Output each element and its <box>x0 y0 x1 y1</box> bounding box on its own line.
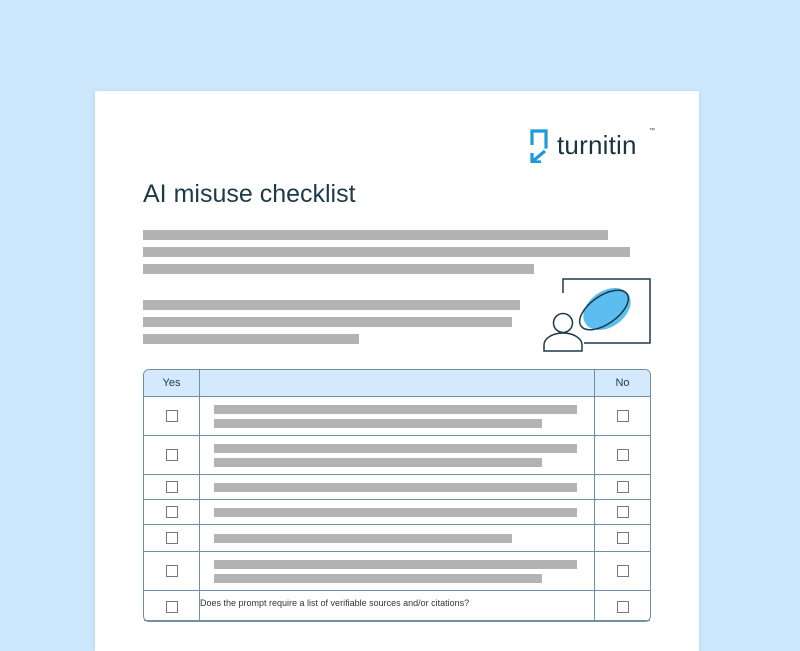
yes-checkbox[interactable] <box>166 449 178 461</box>
text-placeholder-line <box>143 247 630 257</box>
text-placeholder-line <box>143 264 534 274</box>
checklist-table <box>143 369 651 622</box>
checklist-row <box>144 436 650 475</box>
text-placeholder-line <box>143 230 608 240</box>
page-title: AI misuse checklist <box>143 180 356 208</box>
logo-wordmark: turnitin <box>557 130 637 160</box>
turnitin-logo-icon <box>529 127 555 163</box>
yes-checkbox[interactable] <box>166 410 178 422</box>
no-checkbox[interactable] <box>617 565 629 577</box>
checklist-row <box>144 500 650 525</box>
yes-column-header: Yes <box>144 370 200 397</box>
yes-checkbox[interactable] <box>166 565 178 577</box>
question-placeholder <box>200 525 595 552</box>
text-placeholder-line <box>143 300 520 310</box>
checklist-row <box>144 591 650 621</box>
question-text: Does the prompt require a list of verifiable sources and/or citations? <box>200 591 595 621</box>
no-column-header: No <box>595 370 650 397</box>
checklist-header-row <box>144 370 650 397</box>
question-placeholder <box>200 500 595 525</box>
question-placeholder <box>200 552 595 591</box>
no-checkbox[interactable] <box>617 410 629 422</box>
checklist-row <box>144 475 650 500</box>
checklist-row <box>144 525 650 552</box>
question-placeholder <box>200 475 595 500</box>
yes-checkbox[interactable] <box>166 601 178 613</box>
question-placeholder <box>200 436 595 475</box>
no-checkbox[interactable] <box>617 449 629 461</box>
no-checkbox[interactable] <box>617 506 629 518</box>
checklist-row <box>144 552 650 591</box>
question-column-header <box>200 370 595 397</box>
yes-checkbox[interactable] <box>166 481 178 493</box>
question-placeholder <box>200 397 595 436</box>
checklist-document-page <box>95 91 699 651</box>
turnitin-logo <box>529 127 659 163</box>
yes-checkbox[interactable] <box>166 506 178 518</box>
no-checkbox[interactable] <box>617 601 629 613</box>
yes-checkbox[interactable] <box>166 532 178 544</box>
checklist-row <box>144 397 650 436</box>
no-checkbox[interactable] <box>617 481 629 493</box>
no-checkbox[interactable] <box>617 532 629 544</box>
logo-trademark: ™ <box>649 128 655 134</box>
person-presenting-screen-icon <box>543 278 655 354</box>
text-placeholder-line <box>143 334 359 344</box>
text-placeholder-line <box>143 317 512 327</box>
